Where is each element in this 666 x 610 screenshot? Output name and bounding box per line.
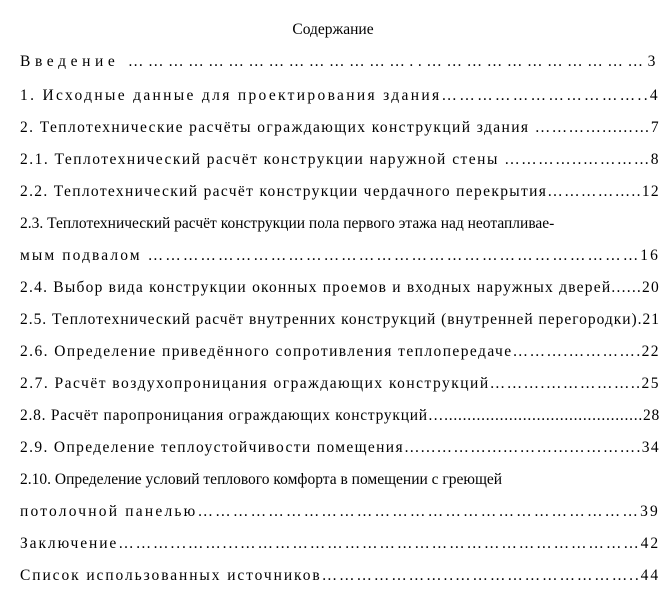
toc-entry-references: Список использованных источников…………………..…………………………..44 <box>20 567 660 584</box>
toc-entry-conclusion: Заключение………...……...……………………………………………………………42 <box>20 535 660 552</box>
toc-entry-2-3-line1: 2.3. Теплотехнический расчёт конструкции пола первого этажа над неотапливае- <box>20 215 555 232</box>
toc-entry-2-2: 2.2. Теплотехнический расчёт конструкции чердачного перекрытия……………..12 <box>20 183 660 200</box>
toc-entry-2-8: 2.8. Расчёт паропроницания ограждающих конструкций…...........................................28 <box>20 407 660 424</box>
toc-entry-2: 2. Теплотехнические расчёты ограждающих конструкций здания …………......…7 <box>20 119 660 136</box>
toc-entry-introduction: Введение ……………………………………..……………………………3 <box>20 53 660 70</box>
toc-entry-2-6: 2.6. Определение приведённого сопротивления теплопередаче……….………….22 <box>20 343 660 360</box>
toc-entry-2-1: 2.1. Теплотехнический расчёт конструкции наружной стены …………..…………8 <box>20 151 660 168</box>
toc-entry-2-10-line2: потолочной панелью…………………………………………………………………39 <box>20 503 660 520</box>
toc-entry-2-9: 2.9. Определение теплоустойчивости помещения…...………...………...………….34 <box>20 439 660 456</box>
toc-entry-2-5: 2.5. Теплотехнический расчёт внутренних конструкций (внутренней перегородки).21 <box>20 311 660 328</box>
toc-entry-1: 1. Исходные данные для проектирования здания……………………………..4 <box>20 87 660 104</box>
toc-entry-2-3-line2: мым подвалом …………………………………………………………………………16 <box>20 247 660 264</box>
toc-entry-2-10-line1: 2.10. Определение условий теплового комфорта в помещении с греющей <box>20 471 503 488</box>
toc-entry-2-7: 2.7. Расчёт воздухопроницания ограждающих конструкций……….……………..25 <box>20 375 660 392</box>
toc-entry-2-4: 2.4. Выбор вида конструкции оконных проемов и входных наружных дверей......20 <box>20 279 660 296</box>
toc-title: Содержание <box>292 21 374 38</box>
